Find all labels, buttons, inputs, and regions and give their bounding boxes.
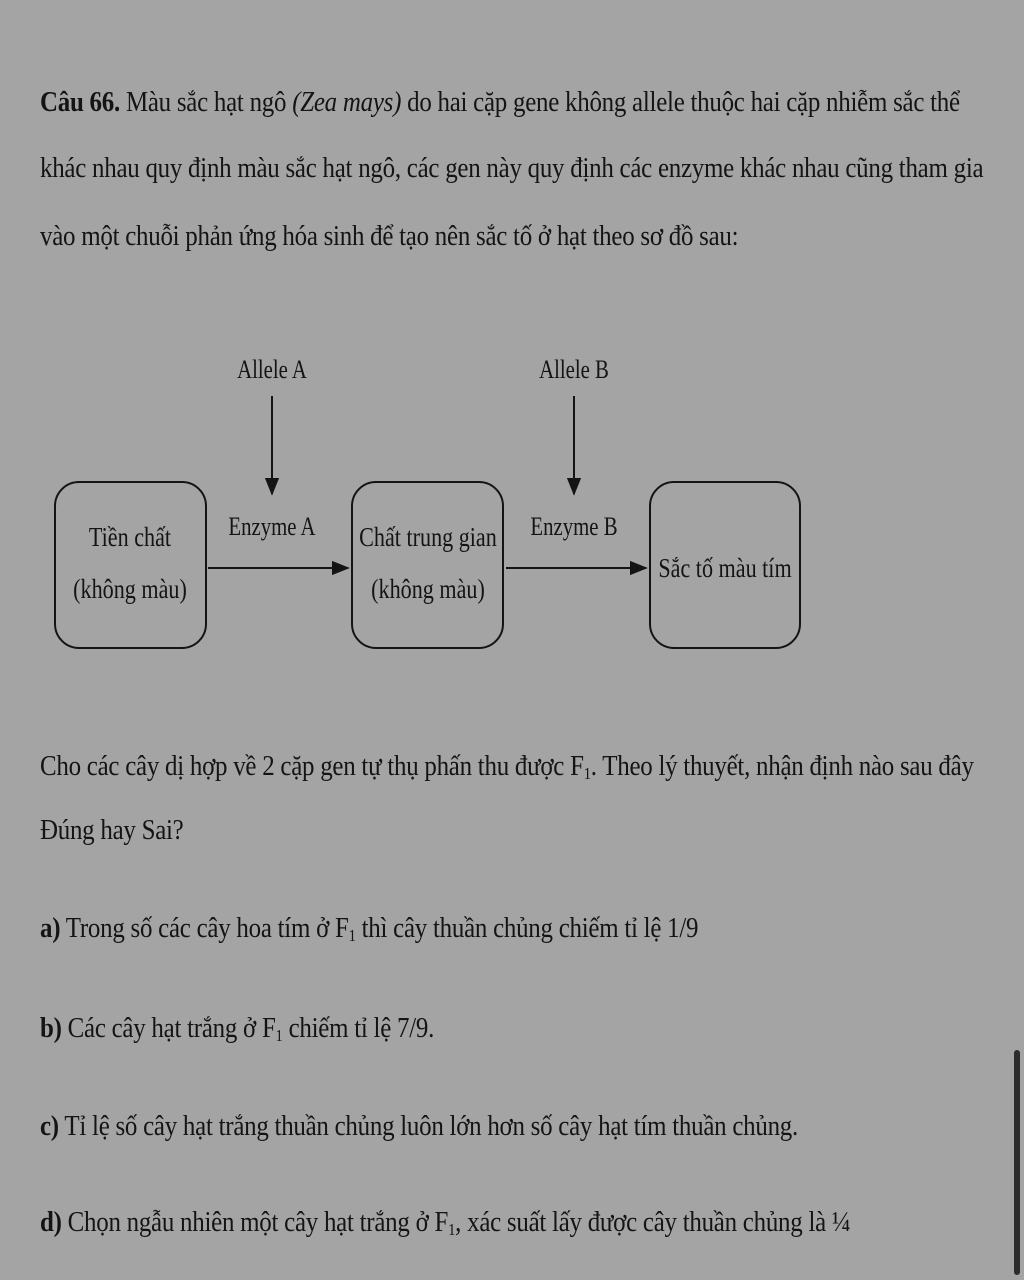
statement-d xyxy=(40,1204,850,1240)
prompt-line-2 xyxy=(40,812,183,848)
statement-a-subscript: 1 xyxy=(348,926,356,945)
statement-a-text: Trong số các cây hoa tím ở F xyxy=(60,912,349,944)
allele-b-label: Allele B xyxy=(539,355,609,385)
statement-d-text: Chọn ngẫu nhiên một cây hạt trắng ở F xyxy=(61,1206,449,1238)
statement-c-text: Tỉ lệ số cây hạt trắng thuần chủng luôn lớn hơn số cây hạt tím thuần chủng. xyxy=(58,1110,798,1142)
question-text-1a: Màu sắc hạt ngô xyxy=(119,86,293,118)
statement-b-text: Các cây hạt trắng ở F xyxy=(61,1012,276,1044)
statement-d-subscript: 1 xyxy=(448,1220,456,1239)
pigment-label: Sắc tố màu tím xyxy=(658,554,792,584)
prompt-text-2: Đúng hay Sai? xyxy=(40,814,184,846)
statement-d-label: d) xyxy=(40,1206,62,1238)
prompt-text-1a: Cho các cây dị hợp về 2 cặp gen tự thụ phấn thu được F xyxy=(40,750,584,782)
question-text-2: khác nhau quy định màu sắc hạt ngô, các gen này quy định các enzyme khác nhau cũng tham gia xyxy=(40,152,984,184)
prompt-subscript: 1 xyxy=(583,764,591,783)
question-line-1 xyxy=(40,84,960,120)
statement-a-label: a) xyxy=(40,912,61,944)
species-name: (Zea mays) xyxy=(292,86,402,118)
precursor-label: Tiền chất xyxy=(88,523,172,553)
precursor-box xyxy=(55,482,206,648)
statement-c xyxy=(40,1108,798,1144)
intermediate-label: Chất trung gian xyxy=(359,523,497,553)
precursor-sublabel: (không màu) xyxy=(73,575,187,605)
statement-d-text-end: , xác suất lấy được cây thuần chủng là ¼ xyxy=(455,1206,851,1238)
intermediate-box xyxy=(352,482,503,648)
question-text-3: vào một chuỗi phản ứng hóa sinh để tạo nên sắc tố ở hạt theo sơ đồ sau: xyxy=(40,220,739,252)
enzyme-a-label: Enzyme A xyxy=(228,512,316,542)
prompt-line-1 xyxy=(40,748,974,784)
statement-b-text-end: chiếm tỉ lệ 7/9. xyxy=(282,1012,435,1044)
question-line-2 xyxy=(40,150,983,186)
statement-b xyxy=(40,1010,434,1046)
prompt-text-1b: . Theo lý thuyết, nhận định nào sau đây xyxy=(590,750,974,782)
statement-b-label: b) xyxy=(40,1012,62,1044)
statement-b-subscript: 1 xyxy=(275,1026,283,1045)
allele-a-label: Allele A xyxy=(237,355,307,385)
question-line-3 xyxy=(40,218,738,254)
pathway-diagram xyxy=(0,330,1024,670)
question-number: Câu 66. xyxy=(40,86,120,118)
statement-c-label: c) xyxy=(40,1110,59,1142)
enzyme-b-label: Enzyme B xyxy=(530,512,618,542)
statement-a xyxy=(40,910,698,946)
question-text-1b: do hai cặp gene không allele thuộc hai cặp nhiễm sắc thể xyxy=(401,86,960,118)
scrollbar-thumb[interactable] xyxy=(1014,1050,1020,1275)
intermediate-sublabel: (không màu) xyxy=(371,575,485,605)
statement-a-text-end: thì cây thuần chủng chiếm tỉ lệ 1/9 xyxy=(355,912,699,944)
